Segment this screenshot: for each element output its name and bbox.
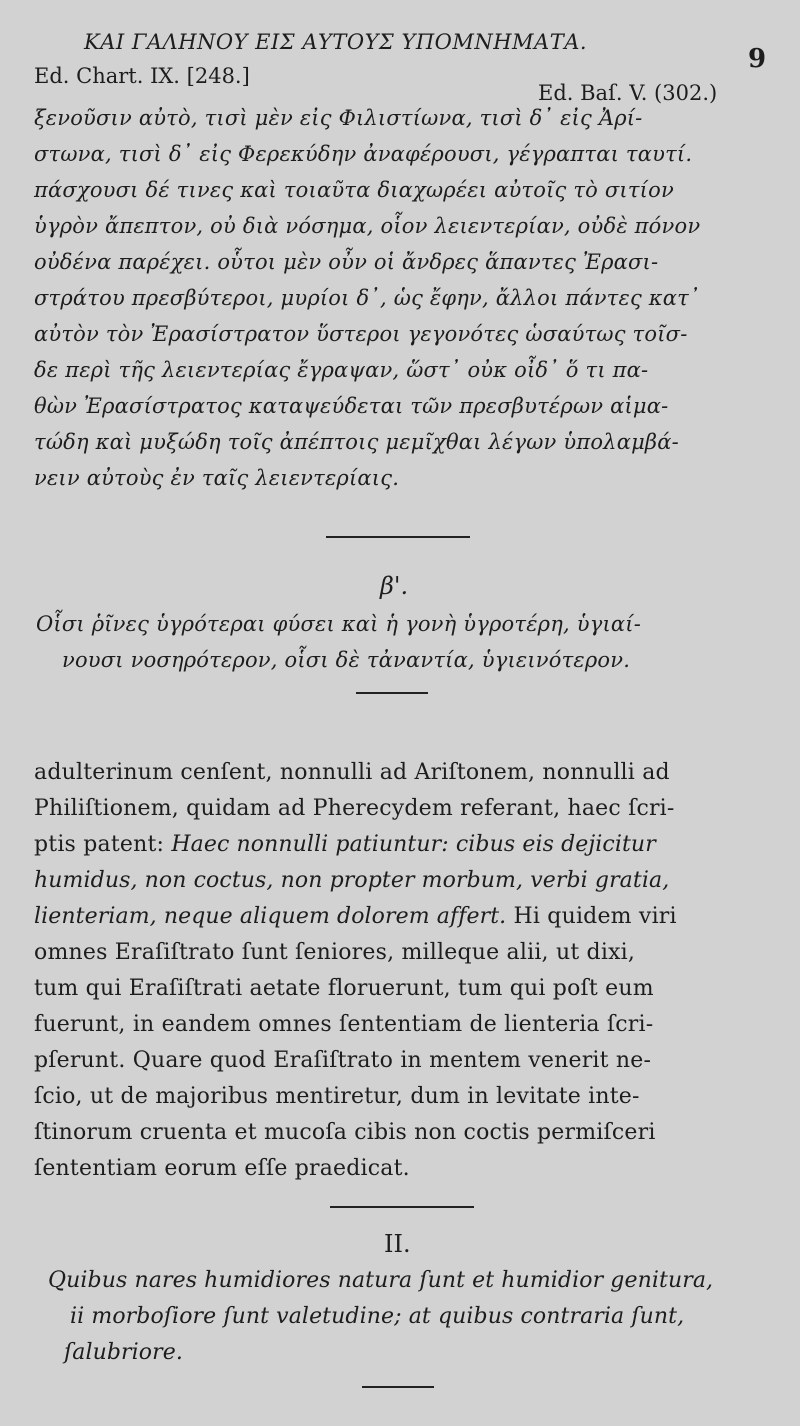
latin-aphorism-line: Quibus nares humidiores natura ſunt et humidior genitura, (48, 1268, 714, 1293)
latin-commentary-line: ſententiam eorum eſſe praedicat. (34, 1156, 410, 1181)
latin-commentary-line: tum qui Eraſiſtrati aetate floruerunt, tum qui poſt eum (34, 976, 654, 1001)
latin-aphorism-line: ii morboſiore ſunt valetudine; at quibus contraria ſunt, (70, 1304, 685, 1329)
greek-commentary-line: αὐτὸν τὸν Ἐρασίστρατον ὕστεροι γεγονότες ὡσαύτως τοῖσ- (34, 322, 688, 346)
greek-aphorism-line: Οἷσι ῥῖνες ὑγρότεραι φύσει καὶ ἡ γονὴ ὑγροτέρη, ὑγιαί- (36, 612, 642, 636)
latin-commentary-line (34, 832, 656, 857)
greek-commentary-line: στωνα, τισὶ δ᾽ εἰς Φερεκύδην ἀναφέρουσι, γέγραπται ταυτί. (34, 142, 693, 166)
greek-commentary-line: πάσχουσι δέ τινες καὶ τοιαῦτα διαχωρέει αὐτοῖς τὸ σιτίον (34, 178, 674, 202)
greek-commentary-line: τώδη καὶ μυξώδη τοῖς ἀπέπτοις μεμῖχθαι λέγων ὑπολαμβά- (34, 430, 679, 454)
latin-aphorism-line: ſalubriore. (64, 1340, 183, 1365)
latin-text: Hi quidem viri (506, 904, 677, 929)
latin-text: ptis patent: (34, 832, 172, 857)
greek-commentary-line: θὼν Ἐρασίστρατος καταψεύδεται τῶν πρεσβυτέρων αἱμα- (34, 394, 669, 418)
section-divider (326, 536, 470, 538)
latin-quotation-line: humidus, non coctus, non propter morbum, verbi gratia, (34, 868, 670, 893)
latin-commentary-line: ſtinorum cruenta et mucoſa cibis non coctis permiſceri (34, 1120, 656, 1145)
greek-commentary-line: ξενοῦσιν αὐτὸ, τισὶ μὲν εἰς Φιλιστίωνα, τισὶ δ᾽ εἰς Ἀρί- (34, 106, 643, 130)
page-number: 9 (748, 44, 767, 74)
edition-reference-left: Ed. Chart. IX. [248.] (34, 64, 250, 88)
greek-commentary-line: νειν αὐτοὺς ἐν ταῖς λειεντερίαις. (34, 466, 400, 490)
latin-commentary-line: adulterinum cenſent, nonnulli ad Ariſtonem, nonnulli ad (34, 760, 670, 785)
latin-commentary-line: omnes Eraſiſtrato ſunt ſeniores, milleque alii, ut dixi, (34, 940, 636, 965)
edition-reference-right: Ed. Baſ. V. (302.) (538, 81, 718, 105)
greek-aphorism-line: νουσι νοσηρότερον, οἷσι δὲ τἀναντία, ὑγιεινότερον. (62, 648, 631, 672)
latin-commentary-line: Philiſtionem, quidam ad Pherecydem referant, haec ſcri- (34, 796, 675, 821)
latin-commentary-line: ſcio, ut de majoribus mentiretur, dum in levitate inte- (34, 1084, 640, 1109)
section-divider (356, 692, 428, 694)
section-divider (330, 1206, 474, 1208)
greek-commentary-line: ὑγρὸν ἄπεπτον, οὐ διὰ νόσημα, οἷον λειεντερίαν, οὐδὲ πόνον (34, 214, 701, 238)
greek-commentary-line: στράτου πρεσβύτεροι, μυρίοι δ᾽, ὡς ἔφην, ἄλλοι πάντες κατ᾽ (34, 286, 700, 310)
latin-commentary-line (34, 904, 677, 929)
greek-commentary-line: δε περὶ τῆς λειεντερίας ἔγραψαν, ὥστ᾽ οὐκ οἶδ᾽ ὅ τι πα- (34, 358, 649, 382)
greek-commentary-line: οὐδένα παρέχει. οὗτοι μὲν οὖν οἱ ἄνδρες ἅπαντες Ἐρασι- (34, 250, 659, 274)
greek-aphorism-number: β'. (380, 572, 409, 600)
latin-commentary-line: pſerunt. Quare quod Eraſiſtrato in mentem venerit ne- (34, 1048, 652, 1073)
latin-quotation: lienteriam, neque aliquem dolorem affert. (34, 904, 507, 929)
section-divider (362, 1386, 434, 1388)
latin-commentary-line: fuerunt, in eandem omnes ſententiam de lienteria ſcri- (34, 1012, 654, 1037)
latin-quotation: Haec nonnulli patiuntur: cibus eis dejicitur (171, 832, 656, 857)
latin-aphorism-number: II. (384, 1230, 411, 1258)
running-head: ΚΑΙ ΓΑΛΗΝΟΥ ΕΙΣ ΑΥΤΟΥΣ ΥΠΟΜΝΗΜΑΤΑ. (84, 30, 588, 54)
